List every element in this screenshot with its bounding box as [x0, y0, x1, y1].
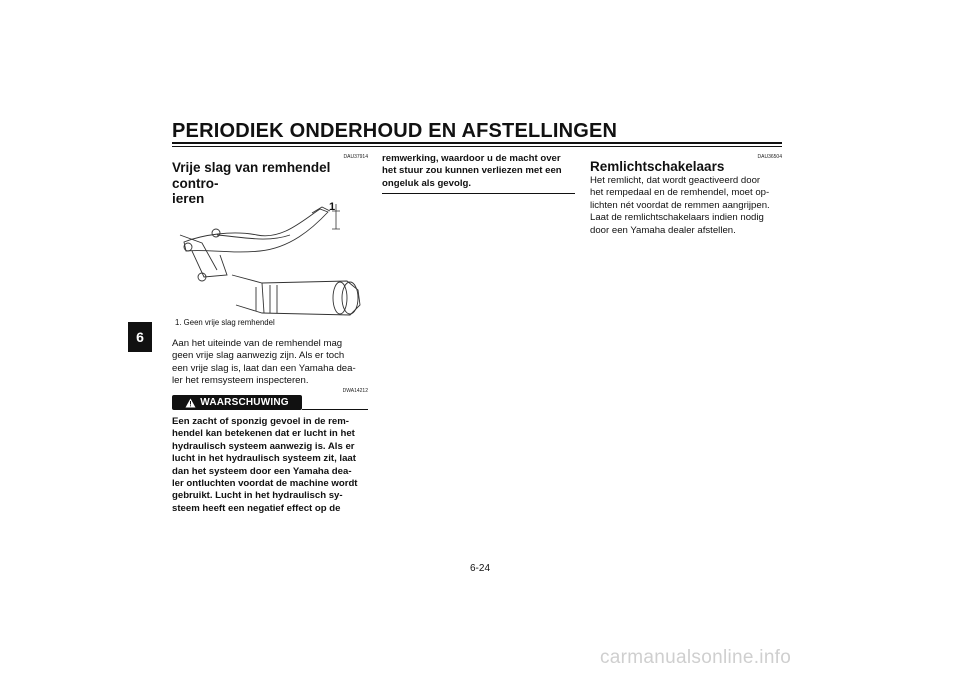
warning-line: lucht in het hydraulisch systeem zit, laat — [172, 453, 356, 465]
section2-body — [590, 175, 782, 237]
warning-line: steem heeft een negatief effect op de — [172, 502, 341, 514]
body-line: het rempedaal en de remhendel, moet op- — [590, 187, 770, 199]
figure-caption: 1. Geen vrije slag remhendel — [175, 318, 275, 327]
page-number: 6-24 — [469, 563, 490, 574]
warning-text-col1 — [172, 416, 368, 515]
body-line: ler het remsysteem inspecteren. — [172, 375, 309, 387]
warning-line: gebruikt. Lucht in het hydraulisch sy- — [172, 490, 343, 502]
section-code: DAU36504 — [757, 154, 782, 160]
warning-line: ler ontluchten voordat de machine wordt — [172, 478, 358, 490]
warning-label: WAARSCHUWING — [200, 397, 289, 408]
warning-line: remwerking, waardoor u de macht over — [382, 153, 561, 164]
warning-rule — [302, 409, 368, 410]
warning-line: hendel kan betekenen dat er lucht in het — [172, 428, 355, 440]
body-line: lichten nét voordat de remmen aangrijpen. — [590, 199, 770, 211]
heading-line-1: Vrije slag van remhendel contro- — [172, 160, 331, 191]
warning-line: ongeluk als gevolg. — [382, 177, 472, 189]
warning-end-rule — [382, 193, 575, 194]
watermark: carmanualsonline.info — [600, 647, 792, 668]
page-title: PERIODIEK ONDERHOUD EN AFSTELLINGEN — [172, 120, 618, 142]
body-line: Aan het uiteinde van de remhendel mag — [172, 338, 343, 349]
warning-triangle-icon — [185, 398, 196, 408]
warning-text-col2 — [382, 153, 575, 190]
title-rule — [172, 142, 782, 144]
section-code: DAU37914 — [343, 154, 368, 160]
body-line: Laat de remlichtschakelaars indien nodig — [590, 212, 764, 224]
section1-body — [172, 338, 368, 388]
callout-1: 1 — [329, 201, 336, 213]
section-heading-brake-light-switches: Remlichtschakelaars — [590, 159, 725, 174]
chapter-tab: 6 — [128, 322, 152, 352]
body-line: een vrije slag is, laat dan een Yamaha dea- — [172, 362, 356, 374]
warning-line: het stuur zou kunnen verliezen met een — [382, 165, 562, 177]
warning-code: DWA14212 — [342, 388, 368, 394]
warning-line: hydraulisch systeem aanwezig is. Als er — [172, 440, 355, 452]
body-line: Het remlicht, dat wordt geactiveerd door — [590, 175, 761, 186]
warning-badge — [172, 395, 302, 410]
body-line: door een Yamaha dealer afstellen. — [590, 224, 736, 236]
body-line: geen vrije slag aanwezig zijn. Als er toch — [172, 350, 345, 362]
warning-line: dan het systeem door een Yamaha dea- — [172, 465, 352, 477]
warning-line: Een zacht of sponzig gevoel in de rem- — [172, 416, 349, 427]
title-rule-thin — [172, 146, 782, 147]
brake-lever-illustration — [172, 195, 372, 317]
heading-line-2: leren — [172, 191, 205, 206]
